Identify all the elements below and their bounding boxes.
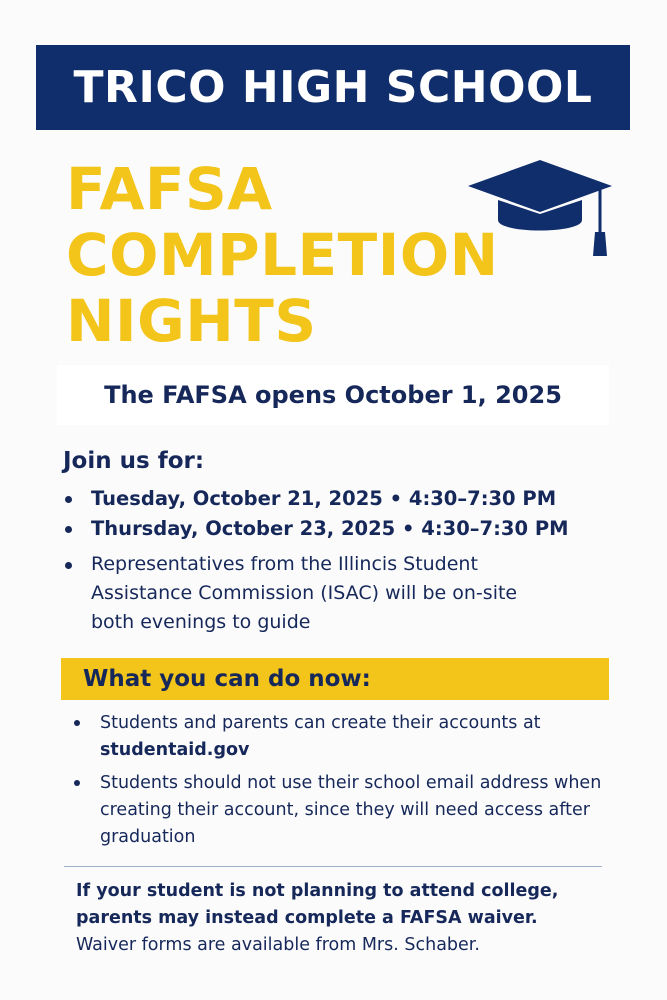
waiver-notice-line-3: Waiver forms are available from Mrs. Schaber. — [76, 935, 480, 955]
what-you-can-do-heading: What you can do now: — [83, 666, 371, 692]
fafsa-open-date: The FAFSA opens October 1, 2025 — [104, 381, 562, 409]
headline-line-1: FAFSA — [66, 155, 273, 223]
list-item — [63, 550, 541, 637]
headline-line-2: COMPLETION — [66, 221, 499, 289]
graduation-cap-icon — [462, 158, 618, 260]
bullet-icon — [74, 780, 80, 786]
bullet-icon — [74, 720, 80, 726]
isac-note: Representatives from the Illincis Student Assistance Commission (ISAC) will be on-site both evenings to guide — [91, 553, 518, 633]
what-you-can-do-band — [61, 658, 609, 700]
studentaid-link-text: studentaid.gov — [100, 740, 250, 760]
waiver-notice-line-1: If your student is not planning to attend college, — [76, 881, 559, 901]
action-items-list — [72, 710, 612, 857]
event-headline — [66, 156, 499, 354]
event-dates-list — [63, 484, 623, 637]
event-date-2: Thursday, October 23, 2025 • 4:30–7:30 PM — [91, 517, 569, 540]
fafsa-open-date-box — [57, 365, 609, 425]
divider — [64, 866, 602, 867]
school-banner — [36, 45, 630, 130]
event-date-1: Tuesday, October 21, 2025 • 4:30–7:30 PM — [91, 487, 557, 510]
action-item-2-text: Students should not use their school email address when creating their account, since they will need access after graduation — [100, 773, 602, 847]
list-item — [63, 484, 623, 514]
bullet-icon — [65, 562, 72, 569]
waiver-notice-line-2: parents may instead complete a FAFSA waiver. — [76, 908, 538, 928]
headline-line-3: NIGHTS — [66, 287, 317, 355]
school-name: TRICO HIGH SCHOOL — [73, 62, 593, 113]
bullet-icon — [65, 496, 72, 503]
list-item — [63, 514, 623, 544]
list-item — [72, 710, 612, 764]
join-heading: Join us for: — [63, 448, 205, 474]
bullet-icon — [65, 526, 72, 533]
action-item-1-text: Students and parents can create their accounts at — [100, 713, 541, 733]
list-item — [72, 770, 612, 851]
waiver-notice — [76, 878, 636, 959]
